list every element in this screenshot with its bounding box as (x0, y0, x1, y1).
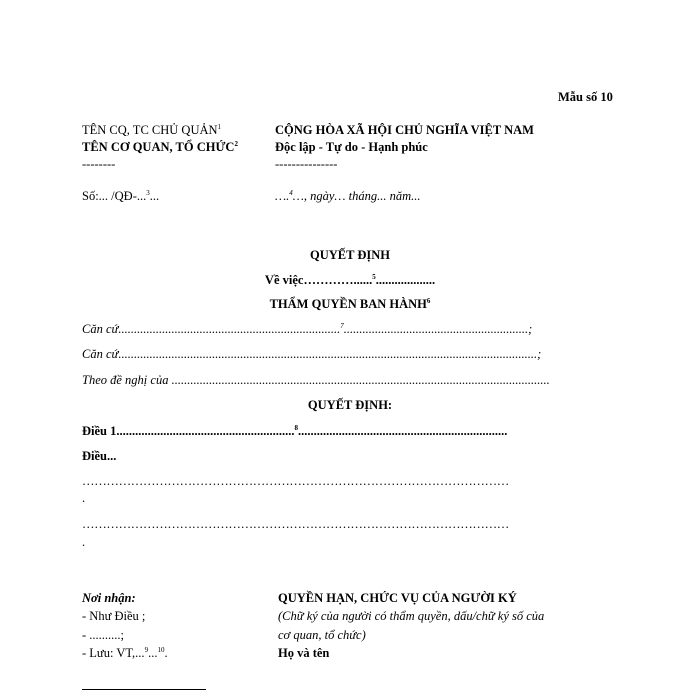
footnote-ref: 8 (294, 424, 298, 432)
footnote-ref: 4 (289, 189, 293, 197)
archive-tail: . (164, 646, 168, 660)
proposal-line: Theo đề nghị của ......................................................................................................................... (82, 373, 550, 387)
signer-position: QUYỀN HẠN, CHỨC VỤ CỦA NGƯỜI KÝ (278, 591, 517, 605)
footnote-ref: 10 (157, 646, 165, 654)
subject-line (0, 273, 700, 288)
footnote-ref: 3 (146, 189, 150, 197)
document-number-text: Số:... /QĐ-... (82, 189, 147, 203)
legal-basis-1-tail: ...........................................................; (343, 322, 533, 336)
subject-text: Về việc…………...... (264, 273, 373, 287)
agency-name (82, 140, 238, 155)
dotted-line-1: …………………………………………………………………………………………… (82, 474, 510, 488)
article-1-tail: ................................................................... (298, 424, 508, 438)
footnote-ref: 9 (144, 646, 149, 654)
archive-line (82, 646, 168, 661)
article-1-text: Điều 1......................................................... (82, 424, 295, 438)
decides-heading: QUYẾT ĐỊNH: (307, 398, 393, 412)
recipient-item: - ..........; (82, 628, 125, 642)
recipients-title: Nơi nhận: (82, 591, 136, 605)
article-1 (82, 424, 507, 439)
signer-name: Họ và tên (278, 646, 330, 660)
archive-mid: ... (148, 646, 158, 660)
footnote-ref: 6 (426, 297, 431, 305)
agency-parent-name (82, 123, 221, 138)
form-number: Mẫu số 10 (558, 90, 613, 104)
document-number-tail: ... (149, 189, 160, 203)
dotted-line-2: …………………………………………………………………………………………… (82, 517, 510, 531)
agency-parent-text: TÊN CQ, TC CHỦ QUẢN (82, 123, 218, 137)
issuing-authority-text: THẨM QUYỀN BAN HÀNH (269, 297, 427, 311)
issuing-authority (0, 297, 700, 312)
agency-name-text: TÊN CƠ QUAN, TỔ CHỨC (82, 140, 235, 154)
place-date-tail: …, ngày… tháng... năm... (292, 189, 421, 203)
signature-note-cont: cơ quan, tổ chức) (278, 628, 366, 642)
place-date (275, 189, 421, 204)
left-divider: -------- (82, 157, 116, 171)
footnote-separator (82, 689, 206, 690)
dotted-line-2-tail: . (82, 535, 86, 549)
legal-basis-2: Căn cứ......................................................................................................................................; (82, 347, 542, 361)
archive-text: - Lưu: VT,... (82, 646, 145, 660)
place-date-text: …. (275, 189, 290, 203)
signature-note: (Chữ ký của người có thẩm quyền, dấu/chữ ký số của (278, 609, 545, 623)
footnote-ref: 2 (234, 140, 238, 148)
subject-tail: ................... (375, 273, 436, 287)
article-n: Điều... (82, 449, 117, 463)
national-motto: Độc lập - Tự do - Hạnh phúc (275, 140, 428, 154)
dotted-line-1-tail: . (82, 491, 86, 505)
footnote-ref: 1 (217, 123, 222, 131)
legal-basis-1 (82, 322, 532, 337)
legal-basis-1-text: Căn cứ....................................................................... (82, 322, 341, 336)
national-title: CỘNG HÒA XÃ HỘI CHỦ NGHĨA VIỆT NAM (275, 123, 534, 137)
recipient-item: - Như Điều ; (82, 609, 146, 623)
footnote-ref: 5 (372, 273, 376, 281)
footnote-ref: 7 (340, 322, 344, 330)
document-number (82, 189, 159, 204)
document-heading: QUYẾT ĐỊNH (310, 248, 390, 262)
right-divider: --------------- (275, 157, 338, 171)
